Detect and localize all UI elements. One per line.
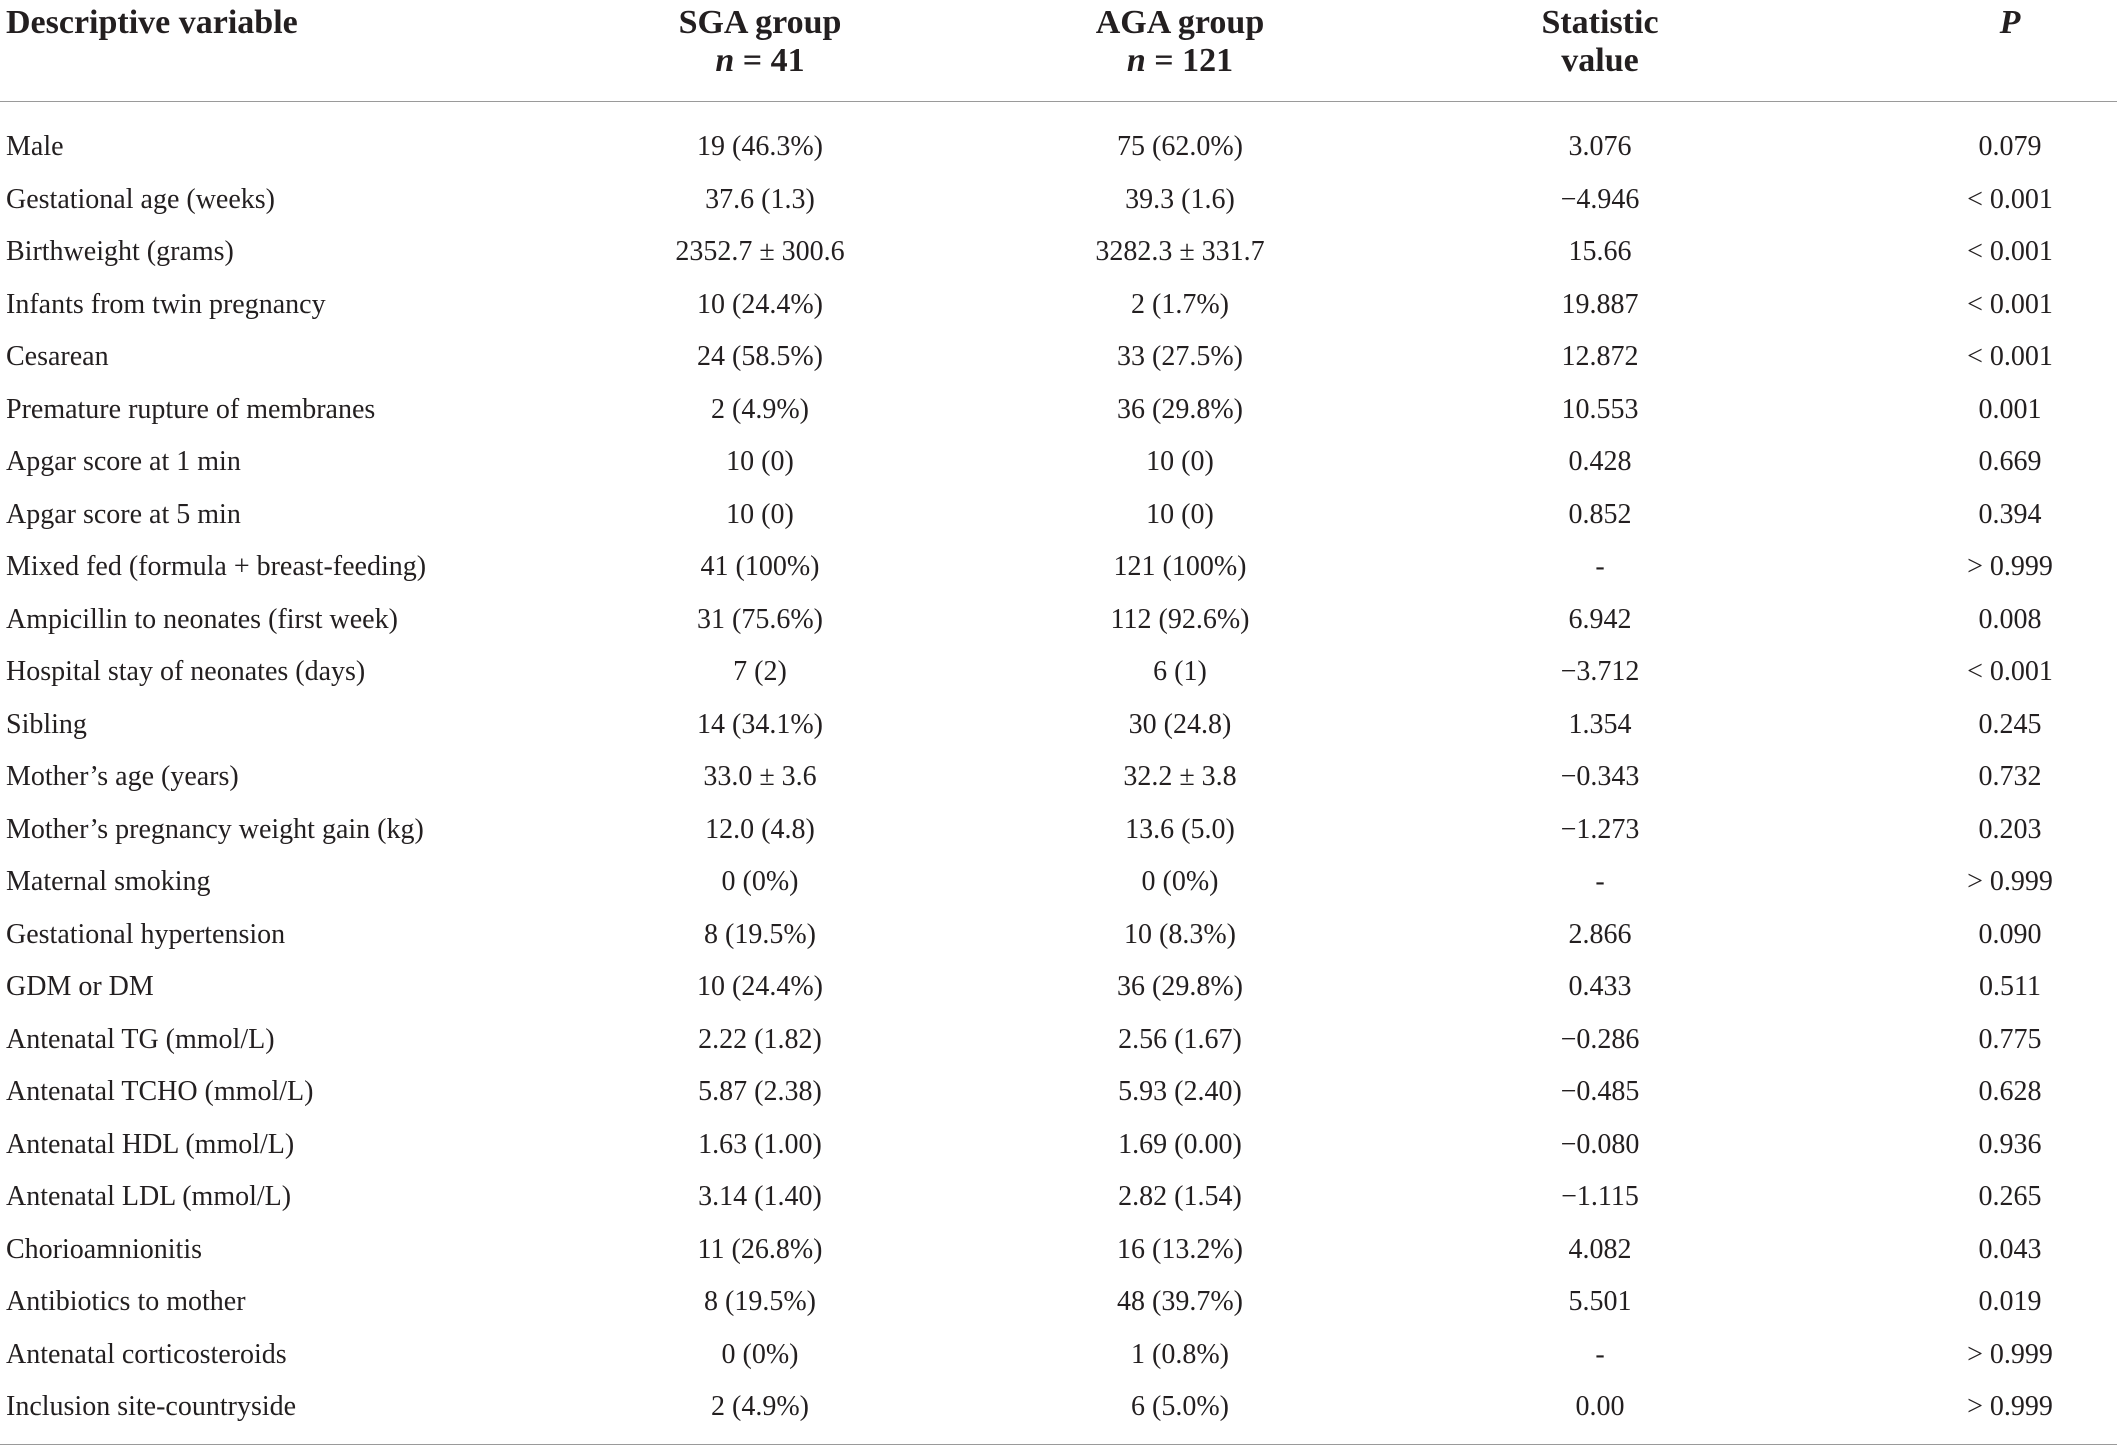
table-row (0, 1333, 2117, 1386)
cell-p-value: 0.203 (1978, 813, 2042, 845)
cell-p-value: 0.394 (1978, 498, 2042, 530)
table-row (0, 1070, 2117, 1123)
cell-descriptive-variable: Mixed fed (formula + breast-feeding) (6, 551, 427, 582)
table-header (0, 0, 2117, 100)
cell-sga-value: 41 (100%) (700, 551, 820, 582)
cell-sga-value: 33.0 ± 3.6 (703, 761, 817, 792)
header-descriptive-variable: Descriptive variable (6, 4, 298, 41)
cell-statistic-value: 1.354 (1568, 708, 1632, 740)
cell-sga-value: 2 (4.9%) (711, 393, 809, 425)
cell-aga-value: 5.93 (2.40) (1118, 1076, 1242, 1107)
cell-statistic-value: 10.553 (1561, 393, 1639, 425)
cell-p-value: 0.669 (1978, 446, 2042, 477)
cell-descriptive-variable: GDM or DM (6, 971, 154, 1002)
table-row (0, 125, 2117, 178)
table-row (0, 965, 2117, 1018)
cell-aga-value: 36 (29.8%) (1117, 393, 1243, 425)
cell-statistic-value: −4.946 (1560, 183, 1640, 215)
cell-sga-value: 2.22 (1.82) (698, 1023, 822, 1055)
header-sga-n-value: = 41 (734, 42, 805, 79)
cell-descriptive-variable: Chorioamnionitis (6, 1233, 202, 1265)
cell-aga-value: 33 (27.5%) (1117, 341, 1243, 372)
cell-aga-value: 75 (62.0%) (1117, 131, 1243, 162)
header-aga-group (1020, 4, 1340, 80)
cell-sga-value: 8 (19.5%) (704, 918, 816, 950)
cell-p-value: < 0.001 (1967, 236, 2053, 267)
cell-aga-value: 16 (13.2%) (1117, 1233, 1243, 1265)
cell-statistic-value: 12.872 (1561, 341, 1639, 372)
cell-descriptive-variable: Gestational age (weeks) (6, 183, 275, 215)
cell-aga-value: 10 (0) (1146, 446, 1214, 477)
cell-statistic-value: 0.433 (1568, 971, 1632, 1002)
cell-descriptive-variable: Antibiotics to mother (6, 1286, 246, 1317)
cell-aga-value: 0 (0%) (1141, 866, 1219, 897)
cell-descriptive-variable: Apgar score at 5 min (6, 498, 241, 530)
cell-p-value: < 0.001 (1967, 341, 2053, 372)
cell-descriptive-variable: Sibling (6, 708, 87, 740)
cell-descriptive-variable: Birthweight (grams) (6, 236, 234, 267)
table-row (0, 1123, 2117, 1176)
cell-sga-value: 11 (26.8%) (697, 1233, 823, 1265)
cell-sga-value: 3.14 (1.40) (698, 1181, 822, 1212)
cell-p-value: > 0.999 (1967, 551, 2053, 582)
cell-p-value: < 0.001 (1967, 183, 2053, 215)
cell-descriptive-variable: Cesarean (6, 341, 109, 372)
cell-sga-value: 2 (4.9%) (711, 1391, 809, 1422)
header-aga-n-label: n (1126, 42, 1146, 79)
table-row (0, 860, 2117, 913)
cell-descriptive-variable: Mother’s pregnancy weight gain (kg) (6, 813, 424, 845)
header-sga-group (600, 4, 920, 80)
header-divider (0, 101, 2117, 102)
table-row (0, 1280, 2117, 1333)
cell-statistic-value: 15.66 (1568, 236, 1632, 267)
cell-statistic-value: 19.887 (1561, 288, 1639, 320)
cell-sga-value: 31 (75.6%) (697, 603, 823, 635)
cell-sga-value: 7 (2) (733, 656, 787, 687)
cell-sga-value: 19 (46.3%) (697, 131, 823, 162)
cell-statistic-value: 3.076 (1568, 131, 1632, 162)
cell-statistic-value: −3.712 (1560, 656, 1640, 687)
cell-p-value: 0.775 (1978, 1023, 2042, 1055)
cell-descriptive-variable: Male (6, 131, 64, 162)
cell-p-value: 0.245 (1978, 708, 2042, 740)
table-row (0, 335, 2117, 388)
table-bottom-rule (0, 1444, 2117, 1445)
header-stat-line2: value (1561, 42, 1639, 79)
cell-aga-value: 32.2 ± 3.8 (1123, 761, 1237, 792)
cell-statistic-value: 2.866 (1568, 918, 1632, 950)
cell-aga-value: 1.69 (0.00) (1118, 1128, 1242, 1160)
table-row (0, 388, 2117, 441)
cell-sga-value: 24 (58.5%) (697, 341, 823, 372)
cell-descriptive-variable: Antenatal TG (mmol/L) (6, 1023, 275, 1055)
cell-sga-value: 10 (0) (726, 446, 794, 477)
cell-p-value: 0.265 (1978, 1181, 2042, 1212)
cell-p-value: 0.090 (1978, 918, 2042, 950)
cell-aga-value: 1 (0.8%) (1131, 1338, 1229, 1370)
cell-sga-value: 12.0 (4.8) (705, 813, 815, 845)
cell-descriptive-variable: Infants from twin pregnancy (6, 288, 326, 320)
cell-aga-value: 121 (100%) (1113, 551, 1247, 582)
cell-statistic-value: - (1595, 1338, 1605, 1370)
table-row (0, 230, 2117, 283)
cell-statistic-value: −0.485 (1560, 1076, 1640, 1107)
header-p-label: P (1999, 4, 2021, 41)
cell-statistic-value: −0.080 (1560, 1128, 1640, 1160)
header-sga-title: SGA group (678, 4, 842, 41)
cell-descriptive-variable: Antenatal corticosteroids (6, 1338, 287, 1370)
table-row (0, 1175, 2117, 1228)
cell-sga-value: 14 (34.1%) (697, 708, 823, 740)
header-p-value (1860, 4, 2117, 42)
table-row (0, 178, 2117, 231)
cell-sga-value: 8 (19.5%) (704, 1286, 816, 1317)
cell-aga-value: 2 (1.7%) (1131, 288, 1229, 320)
cell-descriptive-variable: Ampicillin to neonates (first week) (6, 603, 398, 635)
cell-p-value: < 0.001 (1967, 656, 2053, 687)
cell-aga-value: 6 (5.0%) (1131, 1391, 1229, 1422)
cell-descriptive-variable: Maternal smoking (6, 866, 211, 897)
cell-statistic-value: −1.115 (1561, 1181, 1639, 1212)
cell-p-value: 0.043 (1978, 1233, 2042, 1265)
cell-p-value: 0.008 (1978, 603, 2042, 635)
cell-descriptive-variable: Antenatal LDL (mmol/L) (6, 1181, 292, 1212)
cell-sga-value: 2352.7 ± 300.6 (675, 236, 845, 267)
cell-statistic-value: 4.082 (1568, 1233, 1632, 1265)
cell-statistic-value: - (1595, 866, 1605, 897)
cell-aga-value: 2.56 (1.67) (1118, 1023, 1242, 1055)
cell-statistic-value: −1.273 (1560, 813, 1640, 845)
cell-p-value: 0.936 (1978, 1128, 2042, 1160)
cell-descriptive-variable: Apgar score at 1 min (6, 446, 241, 477)
cell-p-value: > 0.999 (1967, 1338, 2053, 1370)
table-row (0, 913, 2117, 966)
cell-statistic-value: 0.00 (1575, 1391, 1625, 1422)
cell-sga-value: 10 (24.4%) (697, 288, 823, 320)
table-row (0, 283, 2117, 336)
cell-p-value: 0.628 (1978, 1076, 2042, 1107)
cell-p-value: 0.079 (1978, 131, 2042, 162)
header-aga-n-value: = 121 (1145, 42, 1234, 79)
cell-statistic-value: - (1595, 551, 1605, 582)
cell-descriptive-variable: Antenatal TCHO (mmol/L) (6, 1076, 314, 1107)
header-sga-n (600, 42, 920, 80)
table-row (0, 493, 2117, 546)
cell-aga-value: 6 (1) (1153, 656, 1207, 687)
table-row (0, 545, 2117, 598)
cell-p-value: 0.019 (1978, 1286, 2042, 1317)
cell-statistic-value: 6.942 (1568, 603, 1632, 635)
header-statistic-value (1440, 4, 1760, 80)
table-row (0, 755, 2117, 808)
cell-sga-value: 37.6 (1.3) (705, 183, 815, 215)
table-row (0, 598, 2117, 651)
cell-aga-value: 13.6 (5.0) (1125, 813, 1235, 845)
cell-p-value: 0.001 (1978, 393, 2042, 425)
cell-p-value: > 0.999 (1967, 1391, 2053, 1422)
table-row (0, 703, 2117, 756)
table-row (0, 650, 2117, 703)
cell-statistic-value: −0.286 (1560, 1023, 1640, 1055)
cell-aga-value: 10 (0) (1146, 498, 1214, 530)
cell-p-value: 0.732 (1978, 761, 2042, 792)
cell-aga-value: 36 (29.8%) (1117, 971, 1243, 1002)
cell-aga-value: 39.3 (1.6) (1125, 183, 1235, 215)
cell-aga-value: 3282.3 ± 331.7 (1095, 236, 1265, 267)
cell-sga-value: 0 (0%) (721, 1338, 799, 1370)
cell-sga-value: 1.63 (1.00) (698, 1128, 822, 1160)
cell-descriptive-variable: Antenatal HDL (mmol/L) (6, 1128, 295, 1160)
cell-descriptive-variable: Premature rupture of membranes (6, 393, 376, 425)
cell-descriptive-variable: Gestational hypertension (6, 918, 286, 950)
cell-p-value: > 0.999 (1967, 866, 2053, 897)
cell-p-value: < 0.001 (1967, 288, 2053, 320)
header-stat-line1: Statistic (1541, 4, 1659, 41)
table-row (0, 808, 2117, 861)
cell-sga-value: 0 (0%) (721, 866, 799, 897)
cell-aga-value: 30 (24.8) (1128, 708, 1232, 740)
cell-p-value: 0.511 (1979, 971, 2041, 1002)
header-sga-n-label: n (715, 42, 735, 79)
table-row (0, 440, 2117, 493)
cell-sga-value: 10 (24.4%) (697, 971, 823, 1002)
cell-aga-value: 10 (8.3%) (1124, 918, 1236, 950)
cell-aga-value: 2.82 (1.54) (1118, 1181, 1242, 1212)
cell-aga-value: 48 (39.7%) (1117, 1286, 1243, 1317)
cell-descriptive-variable: Hospital stay of neonates (days) (6, 656, 366, 687)
cell-sga-value: 10 (0) (726, 498, 794, 530)
cell-statistic-value: 0.428 (1568, 446, 1632, 477)
cell-aga-value: 112 (92.6%) (1110, 603, 1250, 635)
header-aga-title: AGA group (1095, 4, 1265, 41)
table-row (0, 1228, 2117, 1281)
cell-statistic-value: 5.501 (1568, 1286, 1632, 1317)
cell-statistic-value: −0.343 (1560, 761, 1640, 792)
table-row (0, 1018, 2117, 1071)
cell-statistic-value: 0.852 (1568, 498, 1632, 530)
cell-descriptive-variable: Inclusion site-countryside (6, 1391, 297, 1422)
header-aga-n (1020, 42, 1340, 80)
table-row (0, 1385, 2117, 1438)
table-body (0, 125, 2117, 1438)
cell-descriptive-variable: Mother’s age (years) (6, 761, 239, 792)
cell-sga-value: 5.87 (2.38) (698, 1076, 822, 1107)
